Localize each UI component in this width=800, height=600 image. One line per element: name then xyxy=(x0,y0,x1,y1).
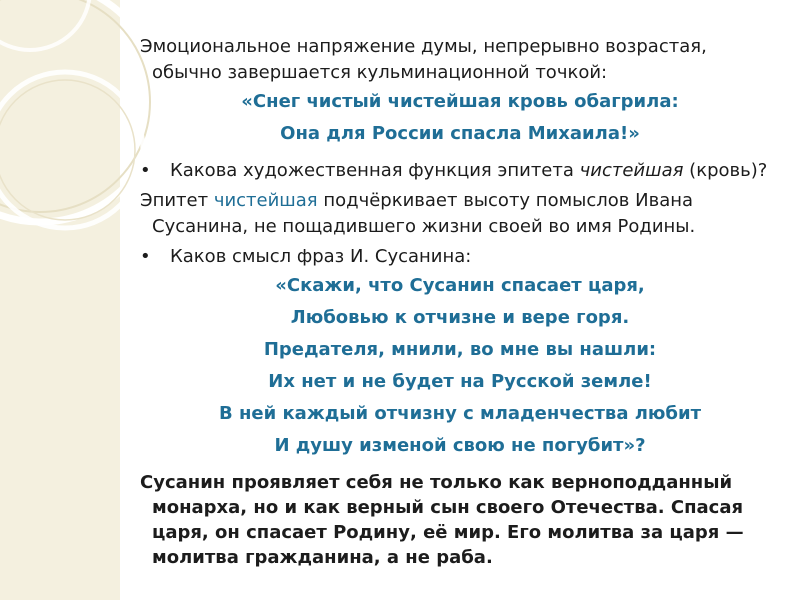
question-1-epithet: чистейшая xyxy=(579,160,684,181)
slide-side-panel xyxy=(0,0,120,600)
susanin-quote xyxy=(140,274,780,466)
answer-1-text: подчёркивает высоту помыслов Ивана Сусанина, не пощадившего жизни своей во имя Родины. xyxy=(152,190,696,237)
answer-1-start: Эпитет xyxy=(140,190,214,211)
answer-1-epithet: чистейшая xyxy=(213,190,318,211)
susanin-quote-line: Любовью к отчизне и вере горя. xyxy=(290,307,630,328)
conclusion-paragraph: Сусанин проявляет себя не только как верноподданный монарха, но и как верный сын своего Отечества. Спасая царя, он спасает Родину, её мир. Его молитва за царя — молитва гражданина, а не раба. xyxy=(140,472,744,568)
susanin-quote-line: В ней каждый отчизну с младенчества любит xyxy=(218,403,702,424)
susanin-quote-line: «Скажи, что Сусанин спасает царя, xyxy=(275,275,645,296)
question-1-text: Какова художественная функция эпитета xyxy=(170,160,580,181)
question-1-tail: (кровь)? xyxy=(683,160,768,181)
climax-quote-line: Она для России спасла Михаила!» xyxy=(280,123,640,144)
intro-paragraph: Эмоциональное напряжение думы, непрерывно возрастая, обычно завершается кульминационной точкой: xyxy=(140,36,707,83)
bullet-icon: • xyxy=(140,160,151,181)
climax-quote xyxy=(140,90,780,154)
question-1 xyxy=(140,158,780,184)
question-2-text: Каков смысл фраз И. Сусанина: xyxy=(170,246,472,267)
slide-body xyxy=(140,34,780,574)
climax-quote-line: «Снег чистый чистейшая кровь обагрила: xyxy=(241,91,679,112)
answer-1 xyxy=(140,188,780,240)
question-2 xyxy=(140,244,780,270)
susanin-quote-line: Их нет и не будет на Русской земле! xyxy=(268,371,652,392)
bullet-icon: • xyxy=(140,246,151,267)
susanin-quote-line: Предателя, мнили, во мне вы нашли: xyxy=(263,339,657,360)
susanin-quote-line: И душу изменой свою не погубит»? xyxy=(274,435,646,456)
